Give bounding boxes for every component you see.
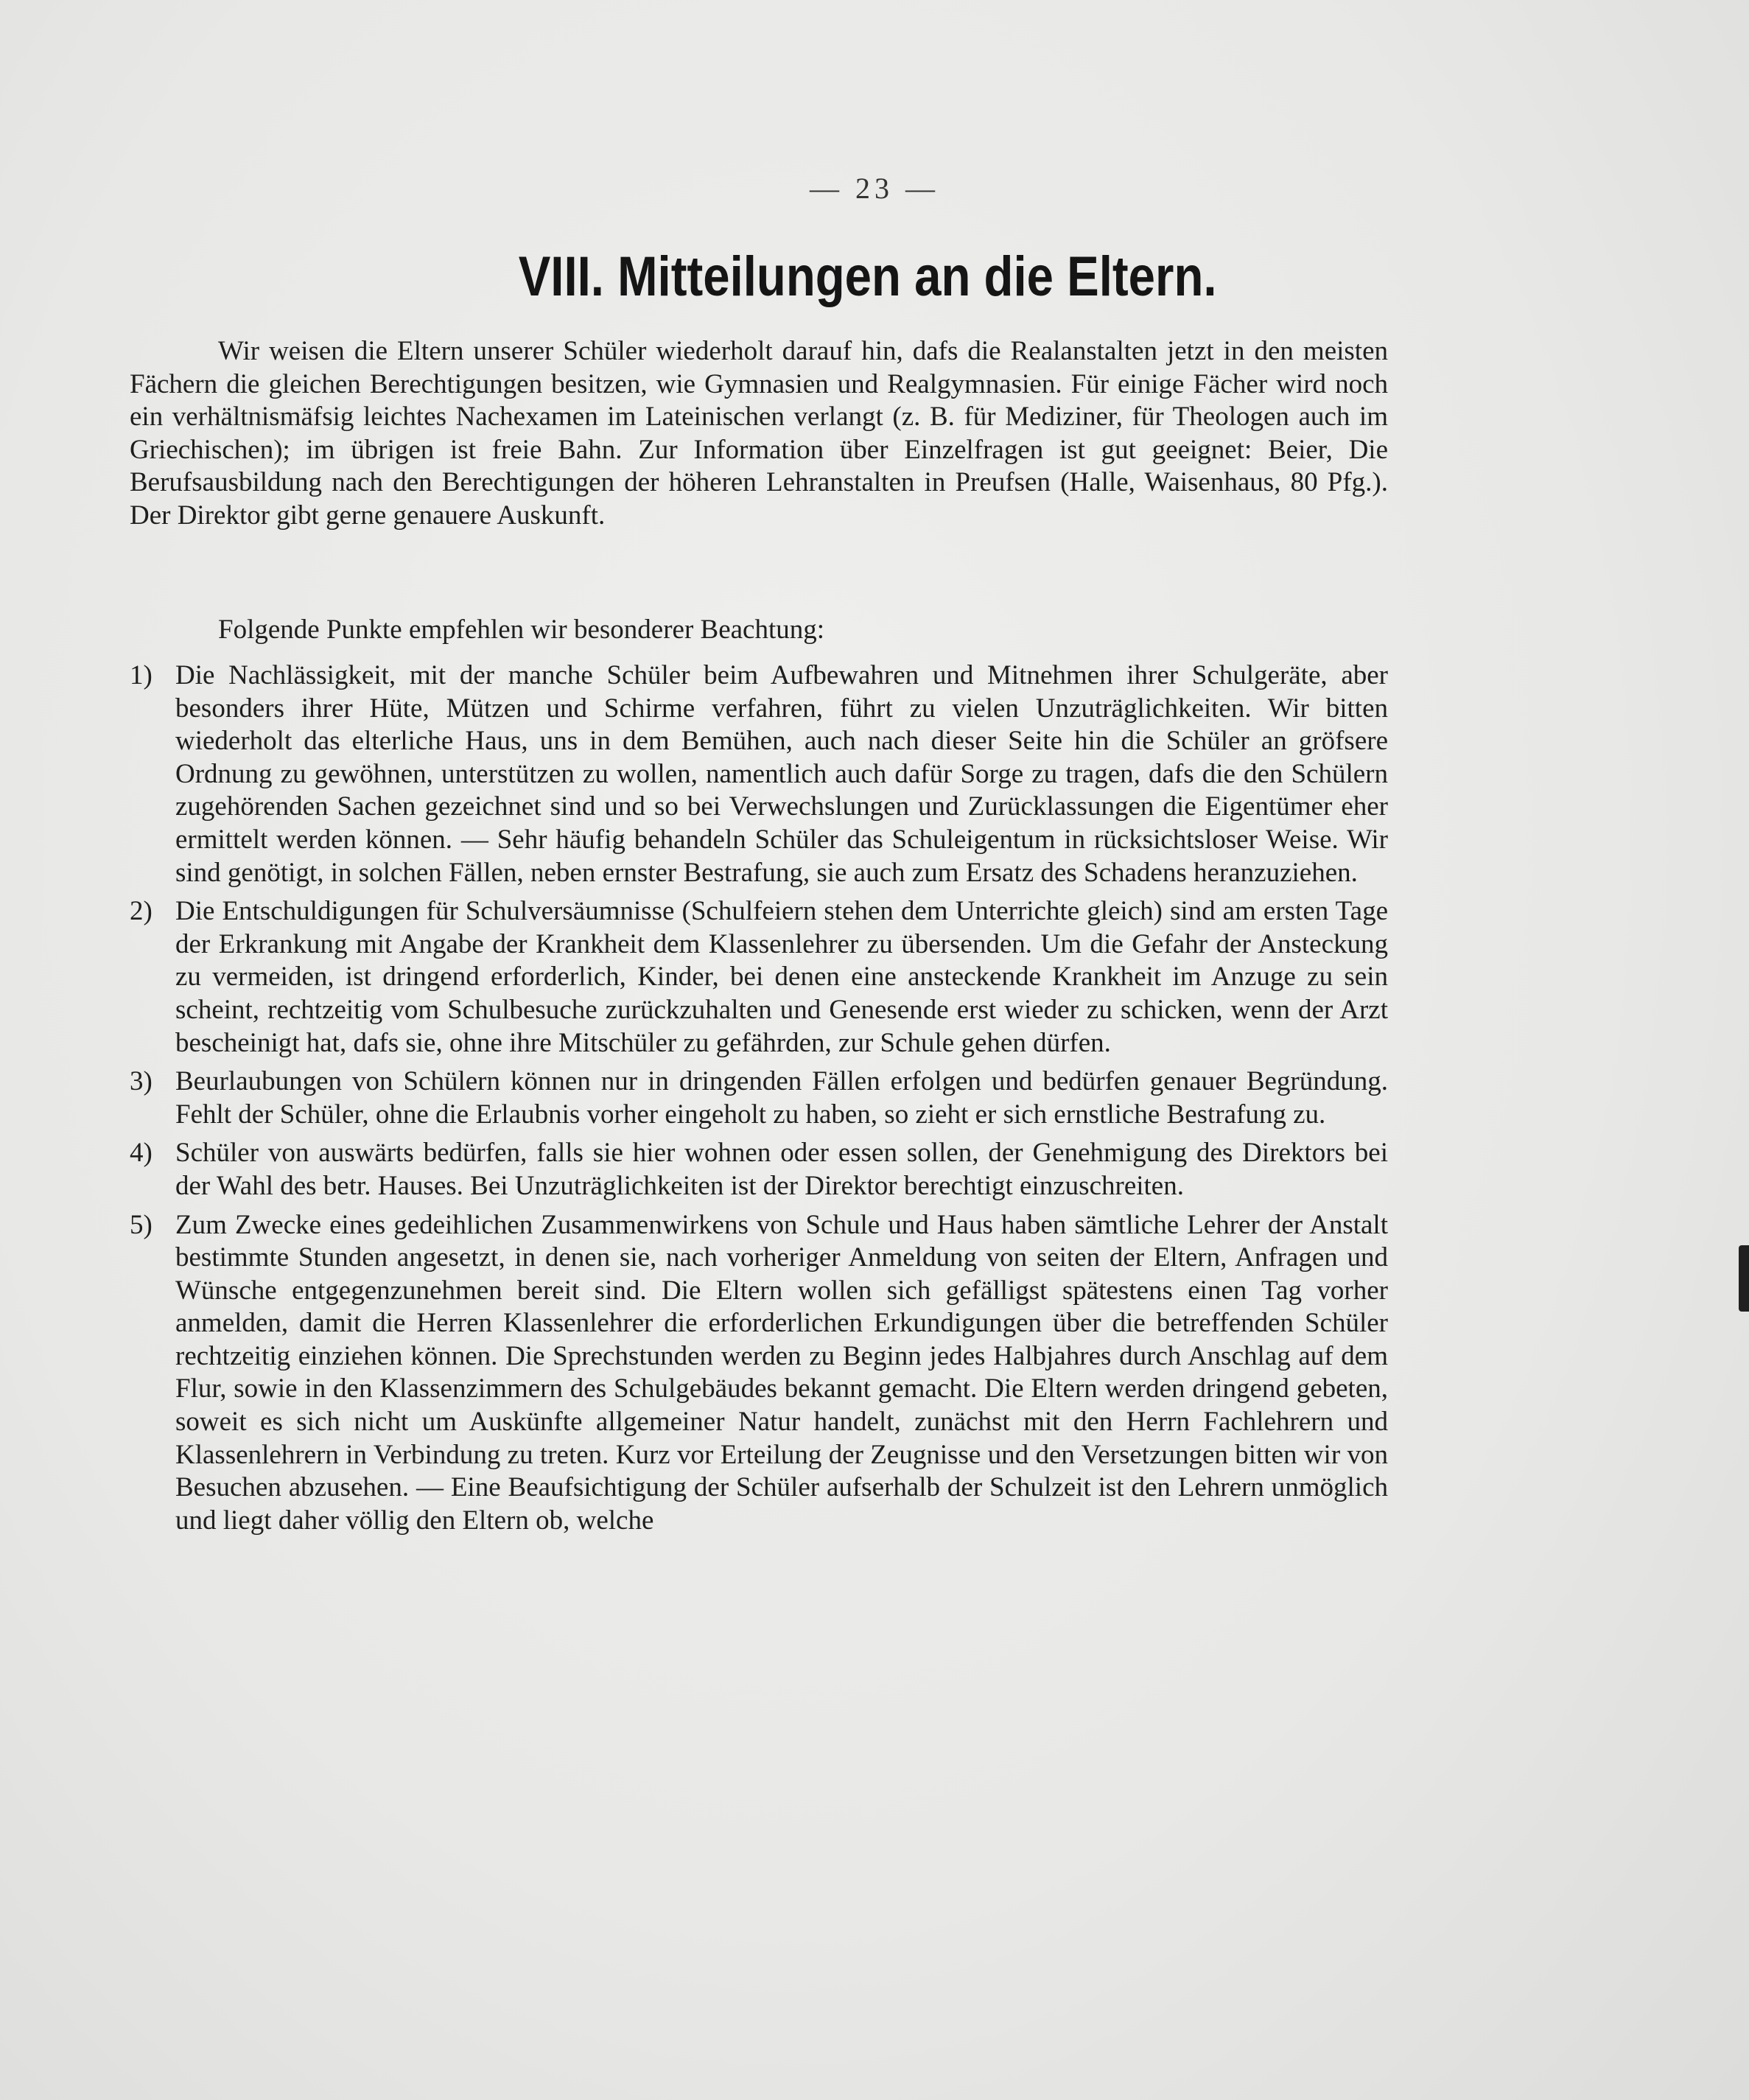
list-item-text: Die Nachlässigkeit, mit der manche Schüler beim Aufbewahren und Mitnehmen ihrer Schulgeräte, aber besonders ihrer Hüte, Mützen und Schirme verfahren, führt zu vielen Unzuträglichkeiten. Wir bitten wiederholt das elterliche Haus, uns in dem Bemühen, auch nach dieser Seite hin die Schüler an gröfsere Ordnung zu gewöhnen, unterstützen zu wollen, namentlich auch dafür Sorge zu tragen, dafs die den Schülern zugehörenden Sachen gezeichnet sind und so bei Verwechslungen und Zurücklassungen die Eigentümer eher ermittelt werden können. — Sehr häufig behandeln Schüler das Schuleigentum in rücksichtsloser Weise. Wir sind genötigt, in solchen Fällen, neben ernster Bestrafung, sie auch zum Ersatz des Schadens heranzuziehen. [175, 660, 1388, 888]
list-item-text: Schüler von auswärts bedürfen, falls sie hier wohnen oder essen sollen, der Genehmigung des Direktors bei der Wahl des betr. Hauses. Bei Unzuträglichkeiten ist der Direktor berechtigt einzuschreiten. [175, 1138, 1388, 1201]
list-item [130, 659, 1388, 889]
list-item-number: 1) [130, 660, 153, 690]
list-item [130, 1065, 1388, 1131]
list-item-number: 5) [130, 1209, 153, 1240]
follow-paragraph: Folgende Punkte empfehlen wir besonderer Beachtung: [218, 615, 825, 645]
intro-paragraph: Wir weisen die Eltern unserer Schüler wiederholt darauf hin, dafs die Realanstalten jetzt in den meisten Fächern die gleichen Berechtigungen besitzen, wie Gymnasien und Realgymnasien. Für einige Fächer wird noch ein verhältnismäfsig leichtes Nachexamen im Lateinischen verlangt (z. B. für Mediziner, für Theologen auch im Griechischen); im übrigen ist freie Bahn. Zur Information über Einzelfragen ist gut geeignet: Beier, Die Berufsausbildung nach den Berechtigungen der höheren Lehranstalten in Preufsen (Halle, Waisenhaus, 80 Pfg.). Der Direktor gibt gerne genauere Auskunft. [130, 336, 1388, 531]
list-item-number: 2) [130, 896, 153, 927]
section-heading: VIII. Mitteilungen an die Eltern. [518, 245, 1217, 308]
list-item [130, 895, 1388, 1060]
list-item-text: Zum Zwecke eines gedeihlichen Zusammenwirkens von Schule und Haus haben sämtliche Lehrer der Anstalt bestimmte Stunden angesetzt, in denen sie, nach vorheriger Anmeldung von seiten der Eltern, Anfragen und Wünsche entgegenzunehmen bereit sind. Die Eltern wollen sich gefälligst spätestens einen Tag vorher anmelden, damit die Herren Klassenlehrer die erforderlichen Erkundigungen über die betreffenden Schüler rechtzeitig einziehen können. Die Sprechstunden werden zu Beginn jedes Halbjahres durch Anschlag auf dem Flur, sowie in den Klassenzimmern des Schulgebäudes bekannt gemacht. Die Eltern werden dringend gebeten, soweit es sich nicht um Auskünfte allgemeiner Natur handelt, zunächst mit den Herrn Fachlehrern und Klassenlehrern in Verbindung zu treten. Kurz vor Erteilung der Zeugnisse und den Versetzungen bitten wir von Besuchen abzusehen. — Eine Beaufsichtigung der Schüler aufserhalb der Schulzeit ist den Lehrern unmöglich und liegt daher völlig den Eltern ob, welche [175, 1209, 1388, 1536]
page-number: — 23 — [810, 172, 939, 205]
list-item [130, 1209, 1388, 1538]
list-item [130, 1137, 1388, 1203]
list-item-text: Die Entschuldigungen für Schulversäumnisse (Schulfeiern stehen dem Unterrichte gleich) sind am ersten Tage der Erkrankung mit Angabe der Krankheit dem Klassenlehrer zu übersenden. Um die Gefahr der Ansteckung zu vermeiden, ist dringend erforderlich, Kinder, bei denen eine ansteckende Krankheit im Anzuge zu sein scheint, rechtzeitig vom Schulbesuche zurückzuhalten und Genesende erst wieder zu schicken, wenn der Arzt bescheinigt hat, dafs sie, ohne ihre Mitschüler zu gefährden, zur Schule gehen dürfen. [175, 896, 1388, 1058]
numbered-list [130, 659, 1388, 1543]
page-edge-mark [1739, 1245, 1749, 1312]
list-item-number: 3) [130, 1066, 153, 1097]
list-item-text: Beurlaubungen von Schülern können nur in dringenden Fällen erfolgen und bedürfen genauer Begründung. Fehlt der Schüler, ohne die Erlaubnis vorher eingeholt zu haben, so zieht er sich ernstliche Bestrafung zu. [175, 1066, 1388, 1130]
list-item-number: 4) [130, 1138, 153, 1169]
